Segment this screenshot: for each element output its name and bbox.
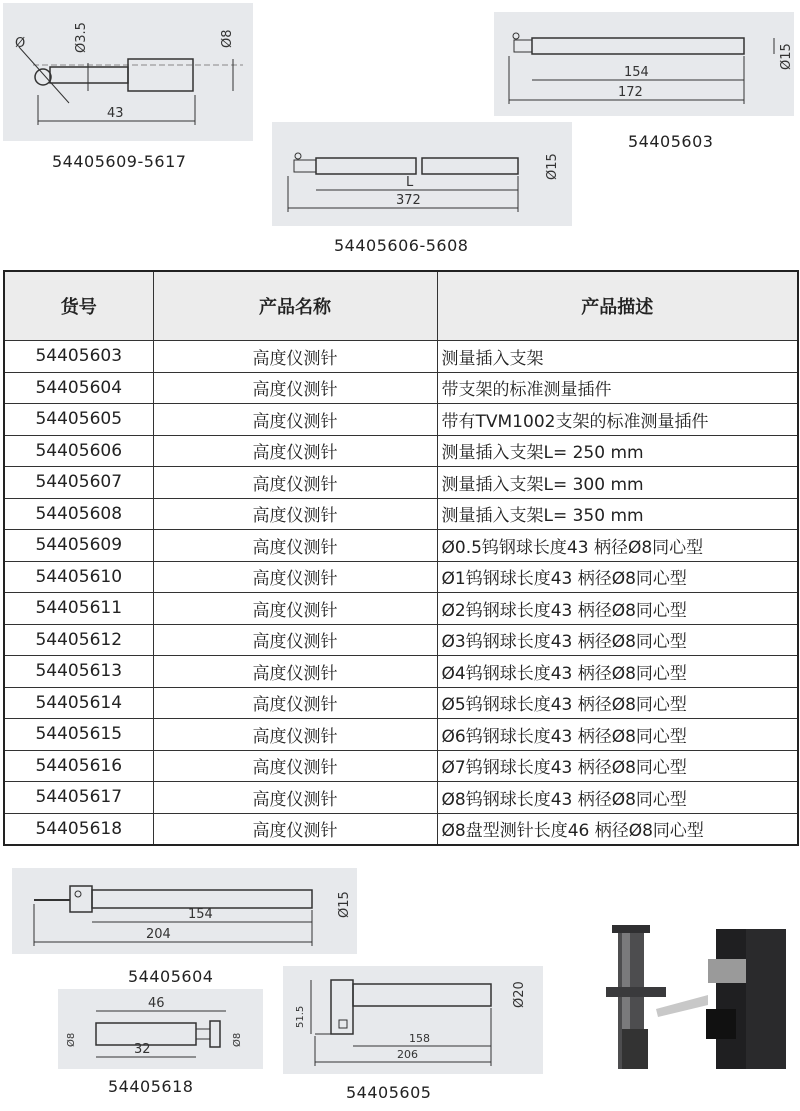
dim-diameter: Ø15	[337, 891, 352, 918]
cell-desc: Ø4钨钢球长度43 柄径Ø8同心型	[437, 656, 798, 688]
table-header-row	[4, 271, 798, 341]
product-table	[3, 270, 799, 846]
cell-desc: Ø0.5钨钢球长度43 柄径Ø8同心型	[437, 530, 798, 562]
dim-172: 172	[618, 85, 643, 100]
drawing-54405605	[283, 966, 543, 1074]
dim-diameter: Ø15	[545, 153, 560, 180]
header-code: 货号	[4, 271, 153, 341]
table-row	[4, 341, 798, 373]
cell-desc: Ø1钨钢球长度43 柄径Ø8同心型	[437, 561, 798, 593]
cell-desc: 带有TVM1002支架的标准测量插件	[437, 404, 798, 436]
table-row	[4, 435, 798, 467]
disc-stylus-diagram	[58, 989, 263, 1069]
dim-51-5: 51.5	[295, 1005, 306, 1028]
cell-desc: Ø6钨钢球长度43 柄径Ø8同心型	[437, 719, 798, 751]
standard-insert-diagram	[12, 868, 357, 954]
cell-desc: Ø2钨钢球长度43 柄径Ø8同心型	[437, 593, 798, 625]
cell-code: 54405612	[4, 624, 153, 656]
table-row	[4, 656, 798, 688]
cell-desc: Ø3钨钢球长度43 柄径Ø8同心型	[437, 624, 798, 656]
drawing-54405618	[58, 989, 263, 1069]
drawing-54405603	[494, 12, 794, 116]
cell-desc: Ø8钨钢球长度43 柄径Ø8同心型	[437, 782, 798, 814]
cell-code: 54405604	[4, 372, 153, 404]
cell-code: 54405610	[4, 561, 153, 593]
dim-diameter: Ø15	[779, 43, 794, 70]
table-row	[4, 624, 798, 656]
cell-name: 高度仪测针	[153, 624, 437, 656]
cell-name: 高度仪测针	[153, 813, 437, 845]
cell-desc: Ø7钨钢球长度43 柄径Ø8同心型	[437, 750, 798, 782]
cell-name: 高度仪测针	[153, 719, 437, 751]
header-name: 产品名称	[153, 271, 437, 341]
dim-shank-diameter: Ø8	[220, 29, 235, 48]
height-gauge-photo	[596, 909, 796, 1069]
support-insert-diagram	[494, 12, 794, 116]
dim-disc-diameter: Ø8	[232, 1032, 243, 1047]
table-row	[4, 467, 798, 499]
dim-shank-diameter: Ø8	[66, 1032, 77, 1047]
cell-code: 54405611	[4, 593, 153, 625]
cell-name: 高度仪测针	[153, 404, 437, 436]
table-row	[4, 782, 798, 814]
dim-372: 372	[396, 193, 421, 208]
cell-code: 54405606	[4, 435, 153, 467]
dim-204: 204	[146, 927, 171, 942]
cell-code: 54405613	[4, 656, 153, 688]
cell-name: 高度仪测针	[153, 530, 437, 562]
table-row	[4, 530, 798, 562]
cell-name: 高度仪测针	[153, 561, 437, 593]
cell-code: 54405603	[4, 341, 153, 373]
cell-code: 54405614	[4, 687, 153, 719]
cell-name: 高度仪测针	[153, 498, 437, 530]
cell-name: 高度仪测针	[153, 593, 437, 625]
cell-desc: 测量插入支架L= 300 mm	[437, 467, 798, 499]
dim-154: 154	[188, 907, 213, 922]
table-row	[4, 750, 798, 782]
table-row	[4, 719, 798, 751]
dim-length: 43	[107, 106, 124, 121]
cell-desc: Ø8盘型测针长度46 柄径Ø8同心型	[437, 813, 798, 845]
cell-name: 高度仪测针	[153, 467, 437, 499]
dim-tip-diameter: Ø3.5	[74, 22, 89, 53]
cell-code: 54405605	[4, 404, 153, 436]
drawing-54405606-5608	[272, 122, 572, 226]
dim-diameter: Ø20	[512, 981, 527, 1008]
table-row	[4, 561, 798, 593]
cell-code: 54405618	[4, 813, 153, 845]
drawing-label: 54405604	[128, 967, 214, 986]
cell-name: 高度仪测针	[153, 750, 437, 782]
cell-code: 54405608	[4, 498, 153, 530]
cell-desc: 测量插入支架	[437, 341, 798, 373]
tvm-insert-diagram	[283, 966, 543, 1074]
stylus-ball-diagram	[3, 3, 253, 141]
dim-158: 158	[409, 1032, 430, 1045]
drawing-54405604	[12, 868, 357, 954]
cell-code: 54405615	[4, 719, 153, 751]
drawing-label: 54405605	[346, 1083, 432, 1102]
drawing-label: 54405606-5608	[334, 236, 469, 255]
cell-desc: 测量插入支架L= 250 mm	[437, 435, 798, 467]
cell-desc: 测量插入支架L= 350 mm	[437, 498, 798, 530]
dim-46: 46	[148, 996, 165, 1011]
table-row	[4, 813, 798, 845]
cell-code: 54405616	[4, 750, 153, 782]
cell-name: 高度仪测针	[153, 656, 437, 688]
cell-code: 54405607	[4, 467, 153, 499]
cell-name: 高度仪测针	[153, 687, 437, 719]
dim-32: 32	[134, 1042, 151, 1057]
drawing-label: 54405609-5617	[52, 152, 187, 171]
cell-name: 高度仪测针	[153, 782, 437, 814]
cell-desc: 带支架的标准测量插件	[437, 372, 798, 404]
dim-206: 206	[397, 1048, 418, 1061]
cell-code: 54405617	[4, 782, 153, 814]
drawing-label: 54405618	[108, 1077, 194, 1096]
table-row	[4, 372, 798, 404]
dim-ball-diameter: Ø	[15, 36, 26, 51]
cell-desc: Ø5钨钢球长度43 柄径Ø8同心型	[437, 687, 798, 719]
table-row	[4, 498, 798, 530]
dim-L: L	[406, 175, 414, 190]
drawing-54405609-5617	[3, 3, 253, 141]
long-insert-diagram	[272, 122, 572, 226]
table-row	[4, 593, 798, 625]
product-photo	[596, 909, 796, 1069]
cell-name: 高度仪测针	[153, 341, 437, 373]
dim-154: 154	[624, 65, 649, 80]
cell-code: 54405609	[4, 530, 153, 562]
cell-name: 高度仪测针	[153, 372, 437, 404]
table-row	[4, 687, 798, 719]
drawing-label: 54405603	[628, 132, 714, 151]
cell-name: 高度仪测针	[153, 435, 437, 467]
table-row	[4, 404, 798, 436]
header-desc: 产品描述	[437, 271, 798, 341]
